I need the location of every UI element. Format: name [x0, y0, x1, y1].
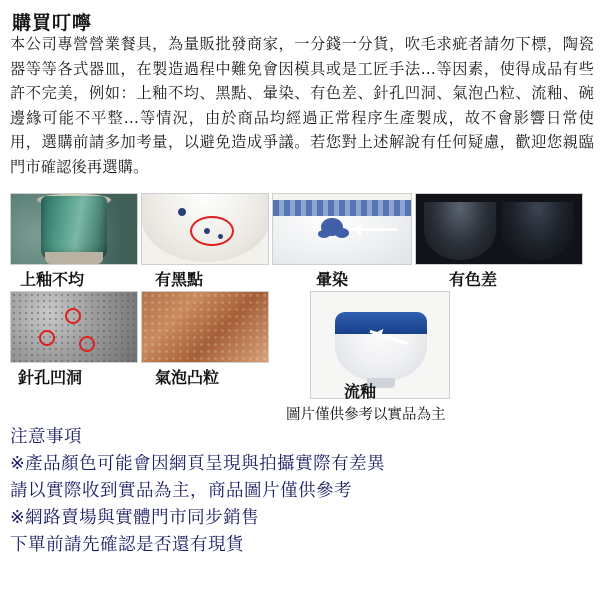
- caption-glaze-run: 流釉: [344, 382, 377, 401]
- notice-line-2: 請以實際收到實品為主，商品圖片僅供參考: [10, 481, 352, 501]
- texture-bumps: [142, 292, 268, 362]
- photo-bubble-bump: [141, 291, 269, 363]
- red-circle-marker-2: [39, 330, 55, 346]
- pot-base-shape: [45, 252, 103, 264]
- photo-row-1: [10, 193, 592, 289]
- notice-line-4: 下單前請先確認是否還有現貨: [10, 535, 244, 555]
- red-circle-marker-1: [65, 308, 81, 324]
- photo-disclaimer: 圖片僅供參考以實品為主: [286, 407, 446, 423]
- caption-color-diff: 有色差: [449, 270, 498, 289]
- photo-cell-pinhole: [10, 291, 138, 399]
- photo-pinhole: [10, 291, 138, 363]
- page-title: 購買叮嚀: [12, 12, 93, 34]
- caption-bubble-bump: 氣泡凸粒: [155, 368, 220, 387]
- photo-glaze-run: [310, 291, 450, 399]
- notice-title: 注意事項: [10, 427, 82, 447]
- pot-body-shape: [41, 196, 107, 260]
- photo-color-diff: [415, 193, 583, 265]
- photo-cell-glaze-run: [286, 291, 450, 423]
- photo-cell-glaze-uneven: [10, 193, 138, 289]
- bowl-pattern-band: [273, 200, 412, 216]
- red-circle-marker-3: [79, 336, 95, 352]
- photo-gallery: [10, 193, 592, 423]
- photo-cell-blur: [272, 193, 412, 289]
- caption-glaze-uneven: 上釉不均: [20, 270, 85, 289]
- photo-black-spot: [141, 193, 269, 265]
- red-circle-marker: [190, 216, 234, 246]
- caption-black-spot: 有黑點: [155, 270, 204, 289]
- caption-pinhole: 針孔凹洞: [18, 368, 83, 387]
- photo-cell-bubble-bump: [141, 291, 269, 399]
- dark-bowl-left-shape: [424, 202, 496, 260]
- dark-bowl-right-shape: [502, 202, 574, 260]
- body-paragraph: 本公司專營營業餐具，為量販批發商家，一分錢一分貨，吹毛求疵者請勿下標，陶瓷器等等各式器皿，在製造過程中難免會因模具或是工匠手法…等因素，使得成品有些許不完美，例如：上釉不均、黑點、暈染、有色差、針孔凹洞、氣泡凸粒、流釉、碗邊緣可能不平整…等情況，由於商品均經過正常程序生產製成，故不會影響日常使用，選購前請多加考量，以避免造成爭議。若您對上述解說有任何疑慮，歡迎您親臨門市確認後再選購。: [10, 35, 594, 176]
- caption-blur: 暈染: [316, 270, 349, 289]
- photo-blur: [272, 193, 412, 265]
- texture-speckle: [11, 292, 137, 362]
- white-arrow-icon: [349, 228, 397, 231]
- defect-dot-1: [178, 208, 186, 216]
- photo-row-2: [10, 291, 592, 423]
- photo-cell-black-spot: [141, 193, 269, 289]
- photo-glaze-uneven: [10, 193, 138, 265]
- blur-defect-mark: [321, 218, 343, 236]
- notice-block: [10, 424, 594, 559]
- notice-line-1: ※產品顏色可能會因網頁呈現與拍攝實際有差異: [10, 454, 386, 474]
- photo-cell-color-diff: [415, 193, 583, 289]
- notice-line-3: ※網路賣場與實體門市同步銷售: [10, 508, 260, 528]
